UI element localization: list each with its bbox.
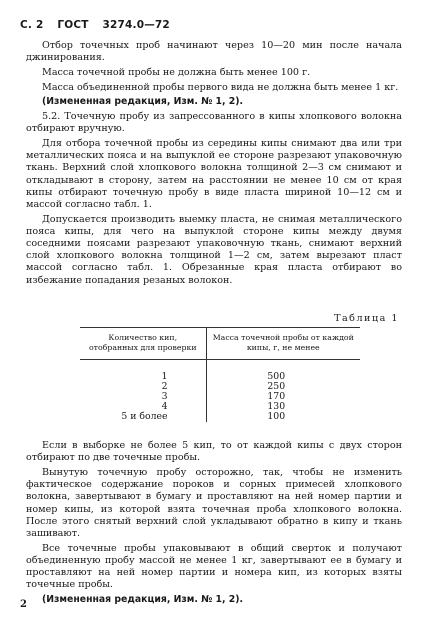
paragraph: Отбор точечных проб начинают через 10—20 мин после начала джинирования. — [26, 40, 402, 64]
cell-mass: 130 — [267, 401, 286, 412]
cell-count: 1 — [80, 360, 206, 383]
column-header-mass: Масса точечной пробы от каждой кипы, г, не менее — [206, 328, 360, 360]
cell-count: 4 — [80, 402, 206, 412]
paragraph: Если в выборке не более 5 кип, то от каждой кипы с двух сторон отбирают по две точечные пробы. — [26, 440, 402, 464]
paragraph: Масса точечной пробы не должна быть менее 100 г. — [42, 66, 311, 78]
header-section: С. 2 — [20, 19, 44, 31]
amendment-note: (Измененная редакция, Изм. № 1, 2). — [42, 96, 244, 108]
paragraph: Все точечные пробы упаковывают в общий сверток и получают объединенную пробу массой не менее 1 кг, завертывают ее в бумагу и проставляют на ней номер партии и номера кип, из которых взяты точечные пробы. — [26, 542, 402, 591]
table-row — [80, 360, 360, 383]
cell-mass: 250 — [267, 381, 286, 392]
table-row — [80, 382, 360, 392]
sample-mass-table — [80, 327, 360, 422]
paragraph: Масса объединенной пробы первого вида не должна быть менее 1 кг. — [42, 81, 399, 93]
paragraph: 5.2. Точечную пробу из запрессованного в кипы хлопкового волокна отбирают вручную. — [26, 111, 402, 135]
table-row — [80, 412, 360, 422]
cell-count: 2 — [80, 382, 206, 392]
cell-mass: 100 — [267, 411, 286, 422]
header-standard: ГОСТ — [57, 19, 89, 31]
paragraph: Допускается производить выемку пласта, не снимая металлического пояса кипы, для чего на выпуклой стороне кипы между двумя соседними поясами разрезают упаковочную ткань, снимают верхний слой хлопкового волокна толщиной 1—2 см, затем вырезают пласт массой согласно табл. 1. Обрезанные края пласта отбирают во избежание попадания резаных волокон. — [26, 213, 402, 286]
amendment-note: (Измененная редакция, Изм. № 1, 2). — [42, 593, 244, 605]
cell-count: 5 и более — [80, 412, 206, 422]
paragraph: Для отбора точечной пробы из середины кипы снимают два или три металлических пояса и на выпуклой ее стороне разрезают упаковочную ткань. Верхний слой хлопкового волокна толщиной 2—3 см снимают и откладывают в сторону, затем на расстоянии не менее 10 см от края кипы отбирают точечную пробу в виде пласта шириной 10—12 см и массой согласно табл. 1. — [26, 137, 402, 210]
table-title: Таблица 1 — [334, 313, 399, 324]
page-header — [20, 19, 180, 31]
page-number: 2 — [20, 599, 27, 610]
body-top — [26, 40, 402, 289]
cell-mass: 170 — [267, 391, 286, 402]
paragraph: Вынутую точечную пробу осторожно, так, чтобы не изменить фактическое содержание пороков и сорных примесей хлопкового волокна, завертывают в бумагу и проставляют на ней номер партии и номер кипы, из которой взята точечная проба хлопкового волокна. После этого снятый верхний слой укладывают обратно в кипу и ткань зашивают. — [26, 466, 402, 539]
header-number: 3274.0—72 — [102, 19, 170, 31]
column-header-count: Количество кип, отобранных для проверки — [80, 328, 206, 360]
cell-mass: 500 — [267, 371, 286, 382]
body-bottom — [26, 440, 402, 609]
table-row — [80, 392, 360, 402]
table-header-row — [80, 328, 360, 360]
cell-count: 3 — [80, 392, 206, 402]
